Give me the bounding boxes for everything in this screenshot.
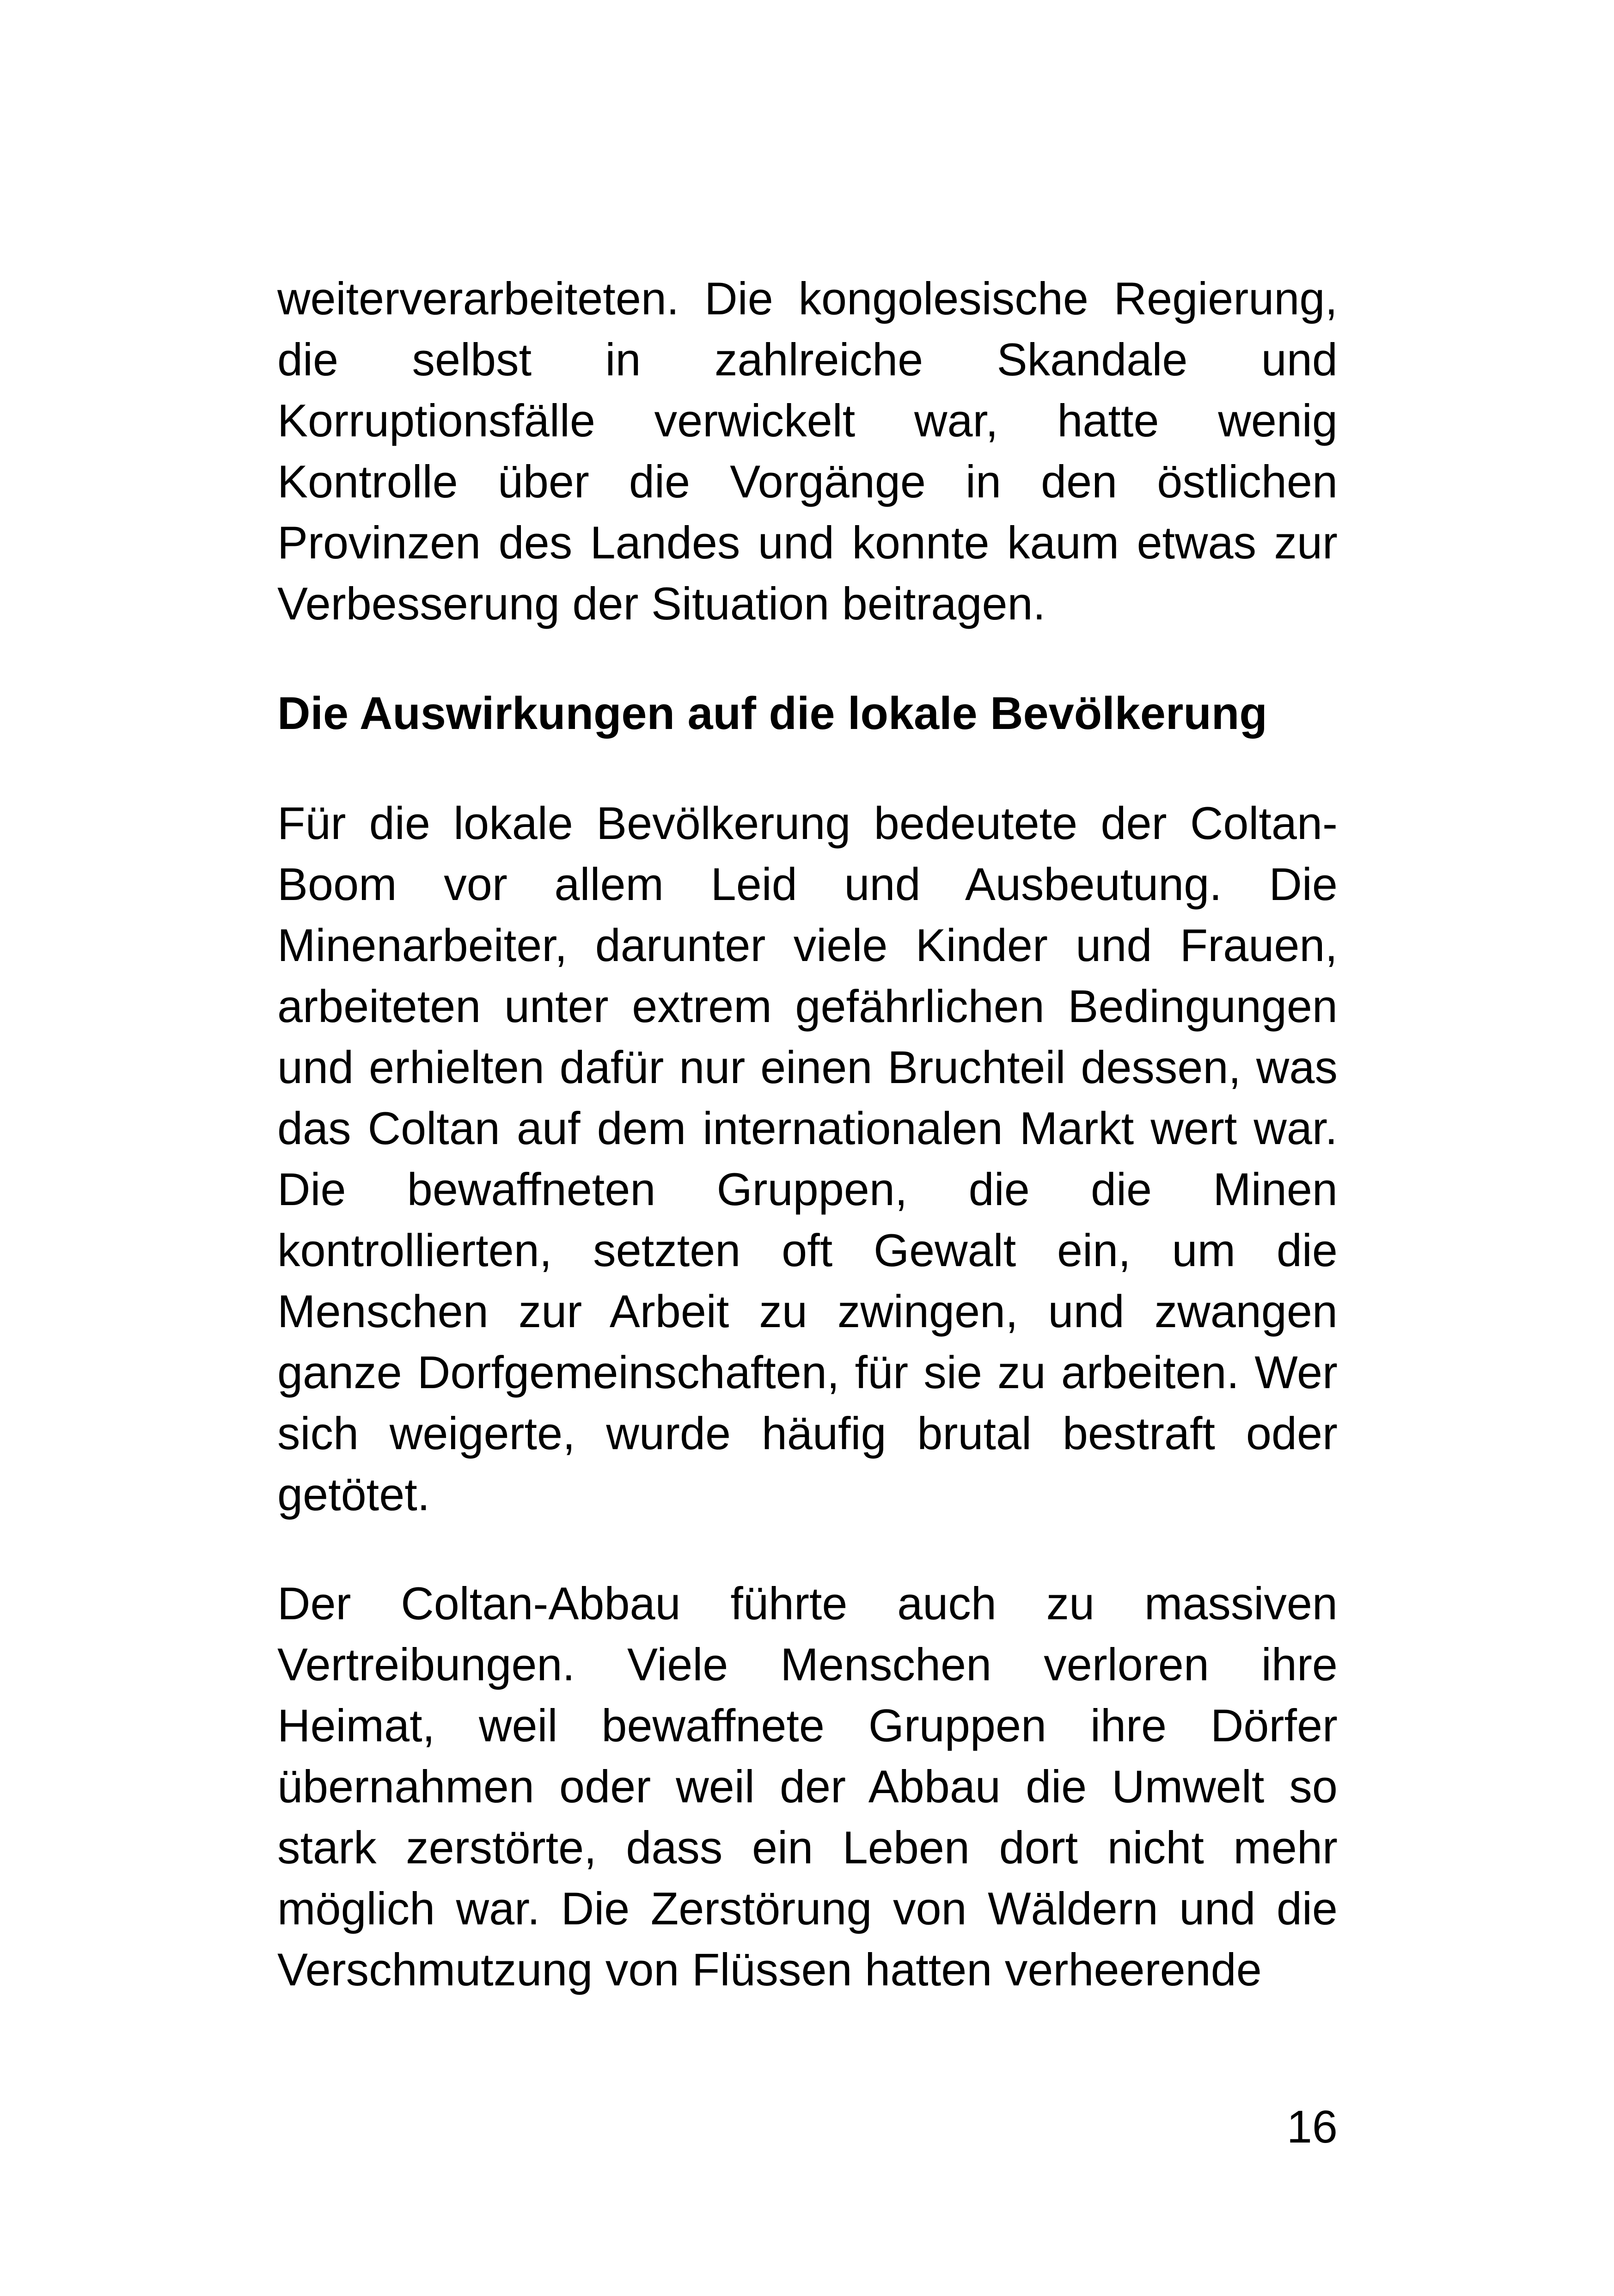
paragraph-3: Der Coltan-Abbau führte auch zu massiven Vertreibungen. Viele Menschen verloren ihre Heimat, weil bewaffnete Gruppen ihre Dörfer übernahmen oder weil der Abbau die Umwelt so stark zerstörte, dass ein Leben dort nicht mehr möglich war. Die Zerstörung von Wäldern und die Verschmutzung von Flüssen hatten verheerende — [277, 1578, 1338, 1995]
page-number: 16 — [1286, 2101, 1338, 2152]
paragraph-1: weiterverarbeiteten. Die kongolesische Regierung, die selbst in zahlreiche Skandale und Korruptionsfälle verwickelt war, hatte wenig Kontrolle über die Vorgänge in den östlichen Provinzen des Landes und konnte kaum etwas zur Verbesserung der Situation beitragen. — [277, 273, 1338, 629]
section-heading: Die Auswirkungen auf die lokale Bevölkerung — [277, 687, 1267, 739]
text-column — [277, 268, 1338, 2000]
paragraph-2: Für die lokale Bevölkerung bedeutete der Coltan-Boom vor allem Leid und Ausbeutung. Die Minenarbeiter, darunter viele Kinder und Frauen, arbeiteten unter extrem gefährlichen Bedingungen und erhielten dafür nur einen Bruchteil dessen, was das Coltan auf dem internationalen Markt wert war. Die bewaffneten Gruppen, die die Minen kontrollierten, setzten oft Gewalt ein, um die Menschen zur Arbeit zu zwingen, und zwangen ganze Dorfgemeinschaften, für sie zu arbeiten. Wer sich weigerte, wurde häufig brutal bestraft oder getötet. — [277, 797, 1338, 1520]
